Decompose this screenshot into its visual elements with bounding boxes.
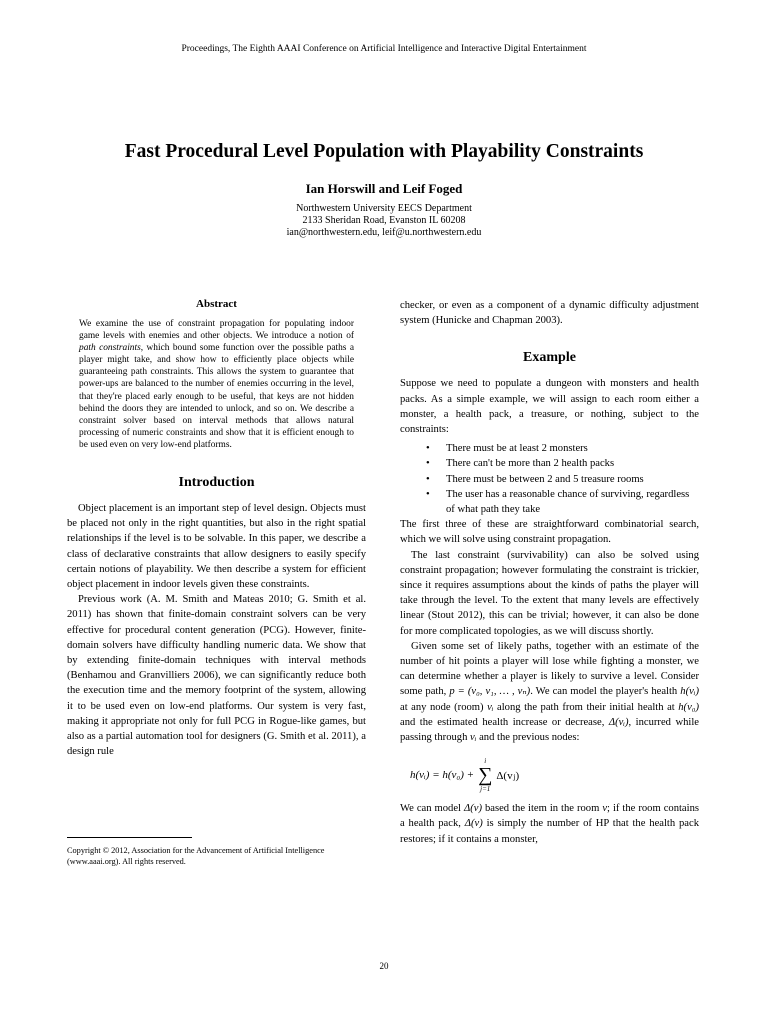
example-model-paragraph [400,801,699,847]
list-item: • There can't be more than 2 health packs [446,456,699,471]
introduction-paragraph-2: Previous work (A. M. Smith and Mateas 2010; G. Smith et al. 2011) has shown that finite-domain constraint solvers can be very effective for procedural content generation (PCG). However, finite-domain solvers have difficulty handling numeric data. We show that by extending finite-domain techniques with interval methods (Benhamou and Granvilliers 2006), we can significantly reduce both the execution time and the memory footprint of the system, allowing it to be used even on low-end platforms. Our system is very fast, making it appropriate not only for full PCG in Rogue-like games, but also as a partial automation tool for designers (G. Smith et al. 2011), a design rule [67,594,366,758]
math-v: v [602,803,608,815]
text-run: ; if the room contains a health pack, [400,803,699,830]
introduction-continued: checker, or even as a component of a dynamic difficulty adjustment system (Hunicke and Chapman 2003). [400,300,699,327]
abstract-text-b: , which bound some function over the possible paths a player might take, and show how to efficiently place objects while guaranteeing path constraints. This allows the system to guarantee that power-ups are balanced to the number of enemies occurring in the level, that they're placed early enough to be useful, that keys are not hidden behind the doors they are intended to unlock, and so on. We describe a constraint solver based on interval methods that allows natural processing of numeric constraints and show that it is efficient enough to be used even on very low-end platforms. [79,343,355,450]
math-vi: vᵢ [487,701,494,713]
text-run: Given some set of likely paths, together with an estimate of the number of hit points a player will lose while fighting a monster, we can determine whether a player is likely to survive a level. Consider some path, [400,640,699,698]
introduction-heading: Introduction [178,475,255,491]
text-run: . We can model the player's health [530,686,681,698]
page-number: 20 [379,961,389,971]
abstract-text [67,318,366,451]
authors: Ian Horswill and Leif Foged [305,181,463,196]
text-run: and the estimated health increase or decrease, [400,716,609,728]
example-paragraph-after-list: The first three of these are straightforward combinatorial search, which we will solve using constraint propagation. [400,519,699,546]
constraint-list [400,441,699,517]
footnote-rule [67,837,192,838]
text-run: at any node (room) [400,701,488,713]
department: Northwestern University EECS Department [296,203,472,214]
introduction-paragraph-1: Object placement is an important step of level design. Objects must be placed not only in the right quantities, but also in the right spatial relationships if the level is to be solvable. In this paper, we describe a class of declarative constraints that allow designers to easily specify certain notions of playability. We then describe a system for efficient object placement in indoor levels given these constraints. [67,503,366,591]
abstract-text-a: We examine the use of constraint propagation for populating indoor game levels with enemies and other objects. We introduce a notion of [79,319,354,342]
math-delta-v: Δ(v) [464,803,482,815]
text-run: is simply the number of HP that the health pack restores; if it contains a monster, [400,818,699,845]
health-formula [400,755,699,795]
text-run: , incurred while passing through [400,716,699,744]
example-survivability-paragraph: The last constraint (survivability) can also be solved using constraint propagation; however formulating the constraint is trickier, since it requires assumptions about the kinds of paths the player will take through the level. To the extent that many levels are effectively linear (Stout 2012), this can be trivial; however, it can also be done for more complicated topologies, as we will discuss shortly. [400,549,699,637]
math-path: p = (v₀, v₁, … , vₙ) [449,686,531,698]
example-health-paragraph [400,639,699,745]
math-delta-vi: Δ(vᵢ) [608,716,629,728]
email: ian@northwestern.edu, leif@u.northwestern.edu [286,227,482,238]
right-column [400,298,699,847]
paper-title: Fast Procedural Level Population with Playability Constraints [124,141,644,162]
text-run: based the item in the room [481,803,603,815]
abstract-heading: Abstract [196,298,237,310]
sigma-glyph: ∑ [478,764,493,787]
text-run: We can model [400,803,464,815]
summation-upper: i [484,757,487,766]
copyright-notice: Copyright © 2012, Association for the Advancement of Artificial Intelligence (www.aaai.org). All rights reserved. [67,846,325,866]
example-heading: Example [523,350,576,366]
math-delta-v: Δ(v) [464,818,483,830]
math-health-v0: h(v₀) [678,701,699,713]
list-item: • The user has a reasonable chance of surviving, regardless of what path they take [446,487,699,517]
list-item: • There must be at least 2 monsters [446,441,699,456]
summation-lower: j=1 [480,785,491,794]
text-run: and the previous nodes: [476,732,580,744]
abstract-emphasis: path constraints [79,343,141,354]
address: 2133 Sheridan Road, Evanston IL 60208 [302,215,466,226]
formula-lhs: h(vᵢ) = h(v₀) + [410,769,475,782]
affiliation [0,203,768,239]
formula-rhs: Δ(vⱼ) [496,769,520,782]
list-item: • There must be between 2 and 5 treasure rooms [446,472,699,487]
left-column [67,298,366,759]
conference-header: Proceedings, The Eighth AAAI Conference on Artificial Intelligence and Interactive Digital Entertainment [181,44,587,54]
math-health-vi: h(vᵢ) [680,686,699,698]
math-vi: vᵢ [470,732,477,744]
summation-symbol [478,757,492,793]
text-run: along the path from their initial health at [493,701,679,713]
example-intro: Suppose we need to populate a dungeon with monsters and health packs. As a simple example, we will assign to each room either a monster, a health pack, a treasure, or nothing, subject to the constraints: [400,378,699,436]
